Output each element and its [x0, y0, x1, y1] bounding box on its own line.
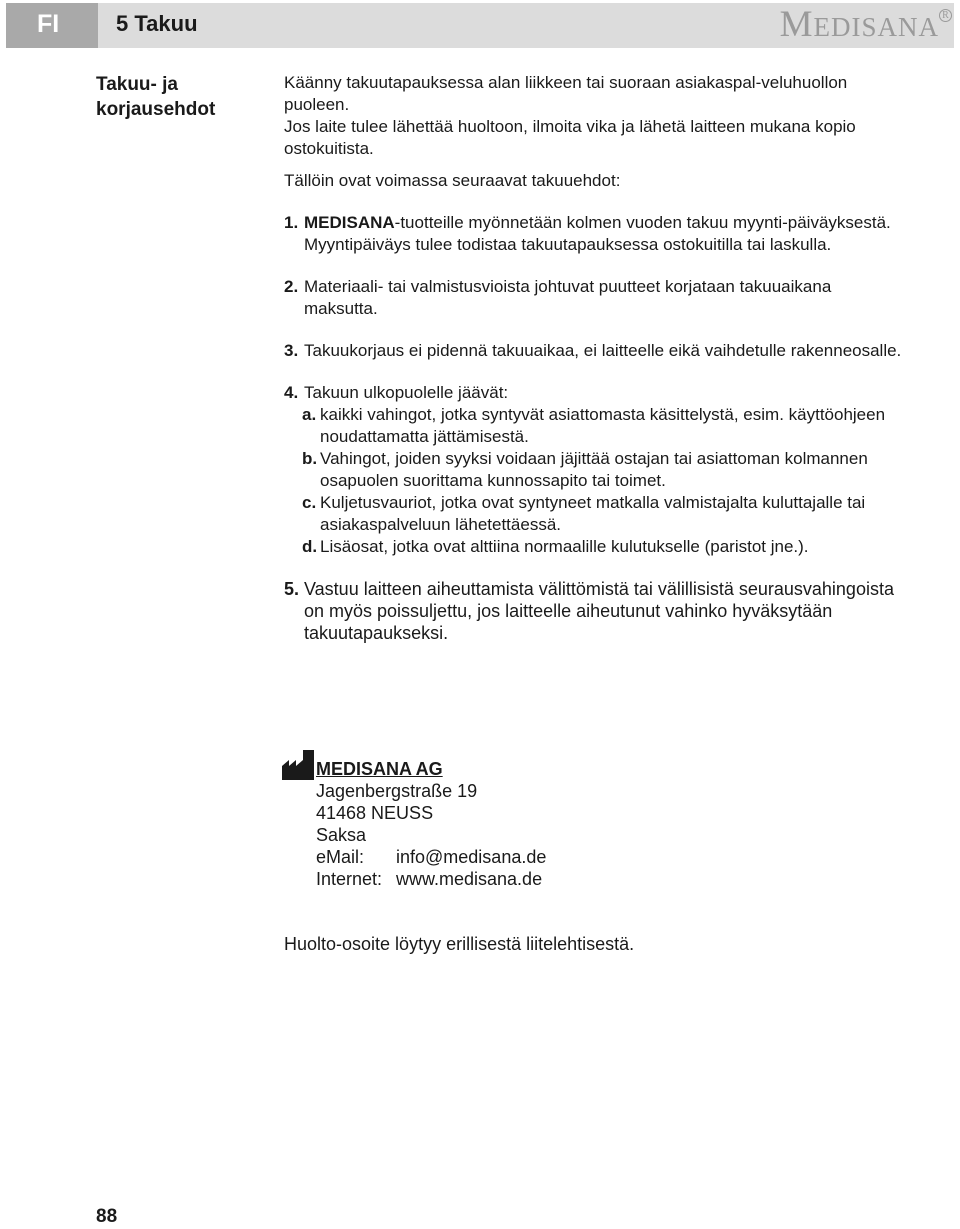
- intro-paragraph-2: Jos laite tulee lähettää huoltoon, ilmoita vika ja lähetä laitteen mukana kopio ostokuitista.: [284, 117, 856, 158]
- warranty-conditions: [284, 72, 904, 644]
- condition-item-4: [284, 382, 904, 404]
- exclusion-item-d: [284, 536, 904, 558]
- exclusion-item-a: [284, 404, 904, 448]
- conditions-intro: Tällöin ovat voimassa seuraavat takuuehdot:: [284, 171, 621, 190]
- exclusion-item-c: [284, 492, 904, 536]
- item-text: Takuukorjaus ei pidennä takuuaikaa, ei laitteelle eikä vaihdetulle rakenneosalle.: [304, 341, 902, 360]
- language-code: FI: [37, 10, 60, 38]
- exclusion-letter: a.: [302, 405, 317, 424]
- item-text: -tuotteille myönnetään kolmen vuoden takuu myynti-päiväyksestä. Myyntipäiväys tulee todistaa takuutapauksessa ostokuitilla tai laskulla.: [304, 213, 891, 254]
- language-tab: [6, 3, 98, 48]
- item-text: Vastuu laitteen aiheuttamista välittömistä tai välillisistä seurausvahingoista on myös poissuljettu, jos laitteelle aiheutunut vahinko hyväksytään takuutapaukseksi.: [304, 579, 894, 643]
- exclusion-text: Lisäosat, jotka ovat alttiina normaalille kulutukselle (paristot jne.).: [320, 537, 809, 556]
- company-country: Saksa: [316, 825, 367, 845]
- exclusion-letter: b.: [302, 449, 318, 468]
- company-street: Jagenbergstraße 19: [316, 781, 478, 801]
- exclusion-text: kaikki vahingot, jotka syntyvät asiattomasta käsittelystä, esim. käyttöohjeen noudattamatta jättämisestä.: [320, 405, 886, 446]
- section-heading: Takuu- ja korjausehdot: [96, 74, 216, 120]
- company-email-row: [316, 846, 546, 868]
- page-number: 88: [96, 1206, 118, 1227]
- item-number: 4.: [284, 383, 299, 402]
- brand-prefix: MEDISANA: [304, 213, 395, 232]
- condition-item-1: [284, 212, 904, 256]
- condition-item-3: [284, 340, 904, 362]
- brand-logo-rest: EDISANA: [813, 12, 939, 42]
- exclusion-text: Vahingot, joiden syyksi voidaan jäjittää ostajan tai asiattoman kolmannen osapuolen suorittama kunnossapito tai toimet.: [320, 449, 868, 490]
- condition-item-2: [284, 276, 904, 320]
- website-link[interactable]: www.medisana.de: [396, 869, 543, 889]
- condition-item-5: [284, 578, 904, 644]
- item-text: Takuun ulkopuolelle jäävät:: [304, 383, 509, 402]
- exclusion-text: Kuljetusvauriot, jotka ovat syntyneet matkalla valmistajalta kuluttajalle tai asiakaspalveluun lähetettäessä.: [320, 493, 866, 534]
- email-link[interactable]: info@medisana.de: [396, 847, 547, 867]
- manufacturer-icon: [282, 750, 314, 780]
- item-number: 1.: [284, 213, 299, 232]
- item-text: Materiaali- tai valmistusvioista johtuvat puutteet korjataan takuuaikana maksutta.: [304, 277, 832, 318]
- exclusion-letter: d.: [302, 537, 318, 556]
- email-label: eMail:: [316, 847, 365, 867]
- registered-mark: R: [939, 9, 952, 22]
- internet-label: Internet:: [316, 869, 383, 889]
- company-name: MEDISANA AG: [316, 759, 443, 779]
- brand-logo-initial: M: [779, 4, 814, 45]
- company-city: 41468 NEUSS: [316, 803, 434, 823]
- item-number: 5.: [284, 579, 300, 599]
- item-number: 2.: [284, 277, 299, 296]
- service-note: Huolto-osoite löytyy erillisestä liitelehtisestä.: [284, 934, 635, 954]
- header-band: [98, 3, 954, 48]
- item-number: 3.: [284, 341, 299, 360]
- company-website-row: [316, 868, 546, 890]
- exclusion-letter: c.: [302, 493, 317, 512]
- chapter-title: 5 Takuu: [116, 11, 198, 36]
- brand-logo: [780, 5, 952, 47]
- intro-paragraph-1: Käänny takuutapauksessa alan liikkeen tai suoraan asiakaspal-veluhuollon puoleen.: [284, 73, 848, 114]
- exclusion-item-b: [284, 448, 904, 492]
